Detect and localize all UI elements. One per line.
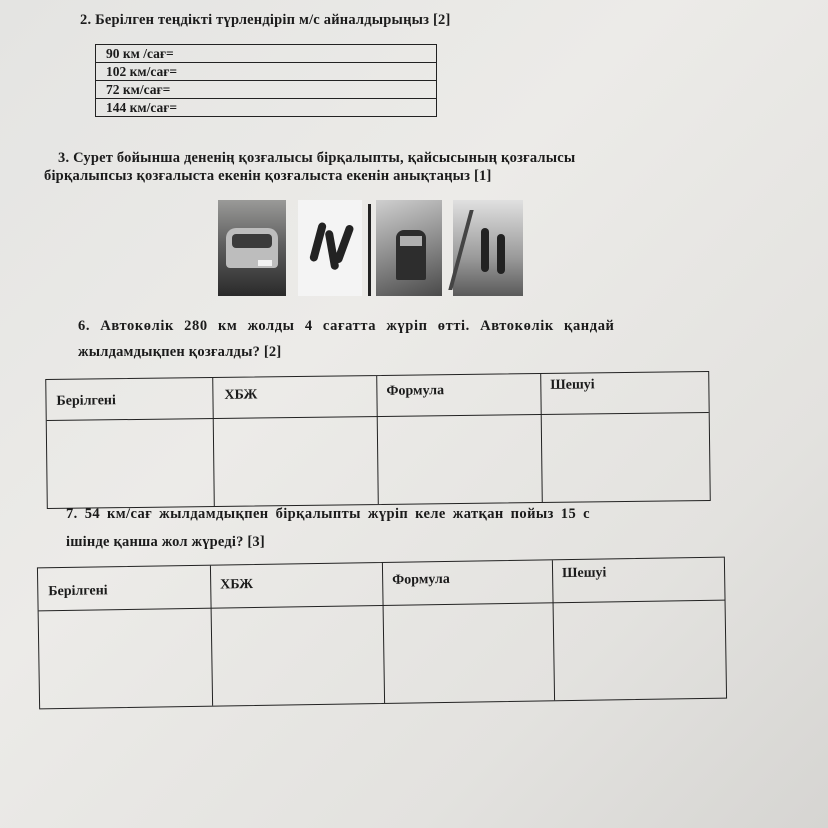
header-si: ХБЖ bbox=[220, 577, 254, 593]
car-photo bbox=[218, 200, 286, 296]
question-7-line-1: 7. 54 км/сағ жылдамдықпен бірқалыпты жүріп келе жатқан пойыз 15 с bbox=[66, 506, 590, 522]
question-6-answer-table bbox=[45, 371, 711, 509]
conversion-row: 102 км/сағ= bbox=[96, 63, 437, 81]
question-6-line-2: жылдамдықпен қозғалды? [2] bbox=[78, 344, 282, 360]
header-given: Берілгені bbox=[56, 393, 116, 409]
escalator-photo bbox=[453, 200, 523, 296]
conversion-row: 90 км /сағ= bbox=[96, 45, 437, 63]
header-si: ХБЖ bbox=[224, 387, 258, 403]
conversion-row: 144 км/сағ= bbox=[96, 99, 437, 117]
conversion-row: 72 км/сағ= bbox=[96, 81, 437, 99]
header-solution: Шешуі bbox=[561, 565, 607, 582]
header-given: Берілгені bbox=[48, 583, 108, 600]
motion-photos bbox=[218, 200, 528, 300]
question-7-line-2: ішінде қанша жол жүреді? [3] bbox=[66, 534, 265, 550]
photo-divider bbox=[368, 204, 371, 296]
header-solution: Шешуі bbox=[550, 377, 595, 393]
header-formula: Формула bbox=[392, 571, 450, 588]
question-2-title: 2. Берілген теңдікті түрлендіріп м/с айналдырыңыз [2] bbox=[80, 12, 451, 28]
question-7-answer-table bbox=[37, 557, 727, 710]
unit-conversion-table bbox=[95, 44, 437, 117]
question-3-line-1: 3. Сурет бойынша дененің қозғалысы бірқалыпты, қайсысының қозғалысы bbox=[58, 150, 576, 166]
question-6-line-1: 6. Автокөлік 280 км жолды 4 сағатта жүріп өтті. Автокөлік қандай bbox=[78, 318, 615, 334]
header-formula: Формула bbox=[386, 383, 445, 399]
question-3-line-2: бірқалыпсыз қозғалыста екенін қозғалыста екенін анықтаңыз [1] bbox=[44, 168, 492, 184]
skaters-photo bbox=[298, 200, 362, 296]
train-photo bbox=[376, 200, 442, 296]
